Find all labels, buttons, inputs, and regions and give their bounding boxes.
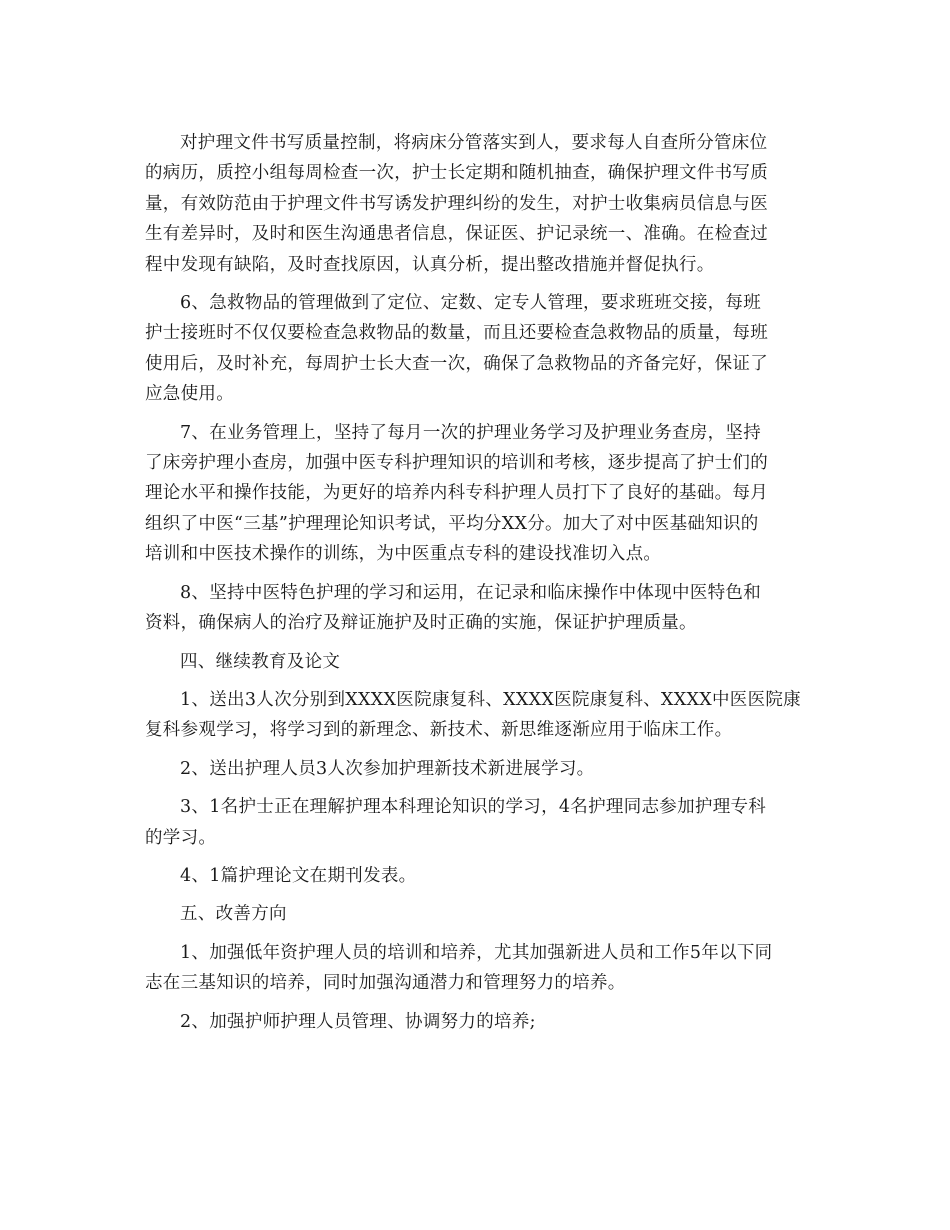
text-line: 6、急救物品的管理做到了定位、定数、定专人管理，要求班班交接，每班 xyxy=(180,293,762,314)
text-line: 量，有效防范由于护理文件书写诱发护理纠纷的发生，对护士收集病员信息与医 xyxy=(145,193,768,214)
text-line: 护士接班时不仅仅要检查急救物品的数量，而且还要检查急救物品的质量，每班 xyxy=(145,323,768,344)
text-line: 1、加强低年资护理人员的培训和培养，尤其加强新进人员和工作5年以下同 xyxy=(180,942,773,963)
text-line: 的病历，质控小组每周检查一次，护士长定期和随机抽查，确保护理文件书写质 xyxy=(145,163,768,184)
paragraph xyxy=(145,938,810,999)
text-line: 7、在业务管理上，坚持了每月一次的护理业务学习及护理业务查房，坚持 xyxy=(180,422,762,443)
section-heading xyxy=(145,647,810,677)
text-line: 培训和中医技术操作的训练，为中医重点专科的建设找准切入点。 xyxy=(145,544,662,565)
paragraph xyxy=(145,128,810,280)
text-line: 了床旁护理小查房，加强中医专科护理知识的培训和考核，逐步提高了护士们的 xyxy=(145,453,768,474)
paragraph xyxy=(145,578,810,639)
text-line: 对护理文件书写质量控制，将病床分管落实到人，要求每人自查所分管床位 xyxy=(180,133,768,153)
paragraph xyxy=(145,418,810,570)
text-line: 理论水平和操作技能，为更好的培养内科专科护理人员打下了良好的基础。每月 xyxy=(145,483,768,504)
document-body xyxy=(145,128,810,1045)
text-line: 复科参观学习，将学习到的新理念、新技术、新思维逐渐应用于临床工作。 xyxy=(145,720,733,741)
text-line: 生有差异时，及时和医生沟通患者信息，保证医、护记录统一、准确。在检查过 xyxy=(145,224,768,245)
paragraph xyxy=(145,792,810,853)
text-line: 2、加强护师护理人员管理、协调努力的培养; xyxy=(180,1011,536,1032)
text-line: 志在三基知识的培养，同时加强沟通潜力和管理努力的培养。 xyxy=(145,973,626,994)
paragraph xyxy=(145,754,810,784)
paragraph xyxy=(145,861,810,891)
text-line: 1、送出3人次分别到XXXX医院康复科、XXXX医院康复科、XXXX中医医院康 xyxy=(180,689,801,710)
section-heading xyxy=(145,899,810,929)
text-line: 使用后，及时补充，每周护士长大查一次，确保了急救物品的齐备完好，保证了 xyxy=(145,353,768,374)
text-line: 3、1名护士正在理解护理本科理论知识的学习，4名护理同志参加护理专科 xyxy=(180,797,767,818)
text-line: 的学习。 xyxy=(145,827,217,848)
text-line: 资料，确保病人的治疗及辩证施护及时正确的实施，保证护护理质量。 xyxy=(145,613,697,634)
text-line: 五、改善方向 xyxy=(180,904,287,925)
paragraph xyxy=(145,685,810,746)
text-line: 四、继续教育及论文 xyxy=(180,651,341,672)
text-line: 程中发现有缺陷，及时查找原因，认真分析，提出整改措施并督促执行。 xyxy=(145,254,715,275)
text-line: 2、送出护理人员3人次参加护理新技术新进展学习。 xyxy=(180,758,595,779)
text-line: 4、1篇护理论文在期刊发表。 xyxy=(180,865,417,886)
paragraph xyxy=(145,1007,810,1037)
paragraph xyxy=(145,288,810,410)
text-line: 应急使用。 xyxy=(145,384,234,405)
text-line: 8、坚持中医特色护理的学习和运用，在记录和临床操作中体现中医特色和 xyxy=(180,582,762,603)
text-line: 组织了中医“三基”护理理论知识考试，平均分XX分。加大了对中医基础知识的 xyxy=(145,513,759,534)
